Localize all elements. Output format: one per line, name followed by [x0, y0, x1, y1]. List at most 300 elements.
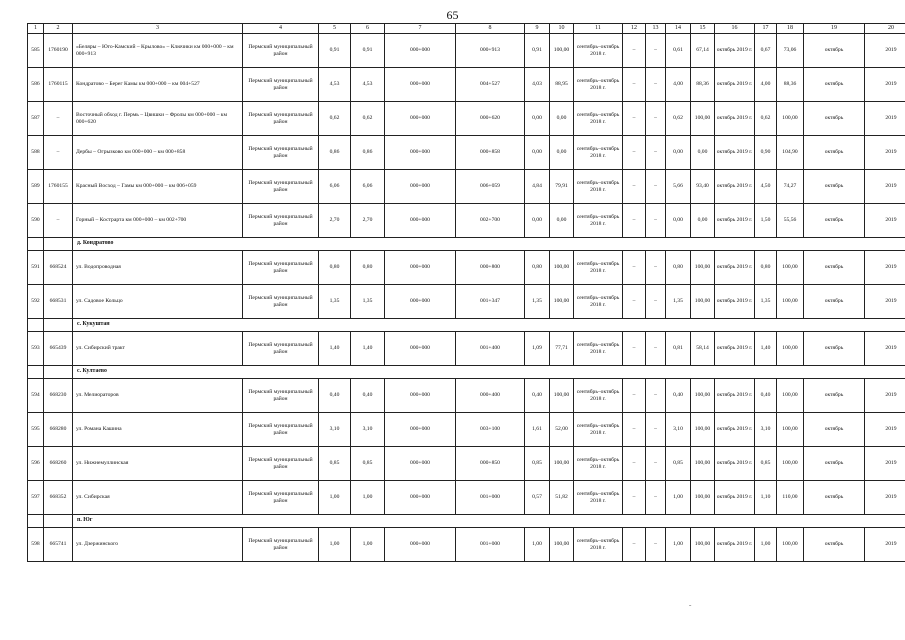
table-cell: 4,53 — [351, 68, 385, 102]
table-cell: 5,66 — [666, 170, 691, 204]
column-number-header: 2 — [44, 24, 73, 34]
roads-table — [27, 23, 905, 562]
table-cell: 000+000 — [385, 413, 456, 447]
table-cell: 1760115 — [44, 68, 73, 102]
table-cell: 6,06 — [319, 170, 351, 204]
table-cell: ул. Дзержинского — [73, 528, 243, 562]
table-cell: 592 — [28, 285, 44, 319]
scan-mark: ˇ — [689, 604, 692, 612]
table-cell: 0,00 — [550, 102, 574, 136]
table-cell: 0,80 — [319, 251, 351, 285]
empty-cell — [44, 319, 73, 332]
table-cell: сентябрь–октябрь 2018 г. — [574, 102, 623, 136]
table-cell: 0,61 — [666, 34, 691, 68]
table-cell: октябрь — [804, 34, 865, 68]
table-cell: 0,00 — [525, 204, 550, 238]
section-row — [28, 319, 905, 332]
column-number-header: 15 — [691, 24, 715, 34]
table-row — [28, 251, 905, 285]
table-cell: Пермский муниципальный район — [243, 481, 319, 515]
table-cell: 0,40 — [525, 379, 550, 413]
table-cell: 1,00 — [319, 481, 351, 515]
table-cell: 100,00 — [777, 251, 804, 285]
table-cell: 100,00 — [691, 379, 715, 413]
table-cell: Пермский муниципальный район — [243, 528, 319, 562]
table-cell: 668352 — [44, 481, 73, 515]
table-cell: 000+620 — [456, 102, 525, 136]
empty-cell — [44, 515, 73, 528]
table-cell: 51,82 — [550, 481, 574, 515]
table-cell: 0,86 — [351, 136, 385, 170]
table-cell: 000+000 — [385, 447, 456, 481]
table-cell: 0,91 — [319, 34, 351, 68]
page-number: 65 — [446, 8, 459, 22]
table-cell: 1,00 — [755, 528, 777, 562]
table-cell: – — [646, 413, 666, 447]
table-cell: 104,90 — [777, 136, 804, 170]
table-cell: октябрь — [804, 102, 865, 136]
table-cell: 594 — [28, 379, 44, 413]
table-cell: 596 — [28, 447, 44, 481]
column-number-header: 11 — [574, 24, 623, 34]
section-label: с. Култаево — [73, 366, 905, 379]
table-cell: Пермский муниципальный район — [243, 68, 319, 102]
table-cell: 586 — [28, 68, 44, 102]
table-cell: 0,00 — [666, 204, 691, 238]
table-cell: 1,40 — [755, 332, 777, 366]
table-row — [28, 102, 905, 136]
table-cell: 73,06 — [777, 34, 804, 68]
table-cell: 100,00 — [777, 285, 804, 319]
table-cell: Пермский муниципальный район — [243, 136, 319, 170]
column-number-header: 14 — [666, 24, 691, 34]
table-cell: 1,50 — [755, 204, 777, 238]
table-cell: 001+000 — [456, 481, 525, 515]
empty-cell — [28, 319, 44, 332]
table-cell: Пермский муниципальный район — [243, 34, 319, 68]
table-cell: 1,35 — [351, 285, 385, 319]
table-cell: 001+400 — [456, 332, 525, 366]
table-cell: 0,62 — [666, 102, 691, 136]
table-cell: 2019 — [865, 528, 905, 562]
table-cell: 593 — [28, 332, 44, 366]
table-cell: октябрь — [804, 136, 865, 170]
table-row — [28, 170, 905, 204]
table-cell: Пермский муниципальный район — [243, 332, 319, 366]
table-cell: 100,00 — [691, 413, 715, 447]
table-cell: 0,85 — [666, 447, 691, 481]
column-number-header: 4 — [243, 24, 319, 34]
table-cell: 588 — [28, 136, 44, 170]
table-cell: 668524 — [44, 251, 73, 285]
table-cell: 590 — [28, 204, 44, 238]
table-cell: 88,36 — [691, 68, 715, 102]
table-cell: 2019 — [865, 481, 905, 515]
table-cell: 55,56 — [777, 204, 804, 238]
table-cell: 0,62 — [351, 102, 385, 136]
table-cell: 100,00 — [550, 447, 574, 481]
table-row — [28, 285, 905, 319]
table-cell: – — [623, 528, 646, 562]
column-number-header: 19 — [804, 24, 865, 34]
table-cell: октябрь — [804, 528, 865, 562]
table-cell: 000+000 — [385, 170, 456, 204]
table-cell: 003+100 — [456, 413, 525, 447]
table-cell: 1,09 — [525, 332, 550, 366]
table-cell: 002+700 — [456, 204, 525, 238]
header-row — [28, 24, 905, 34]
table-cell: октябрь 2019 г. — [715, 379, 755, 413]
table-cell: – — [646, 34, 666, 68]
table-cell: 0,00 — [550, 136, 574, 170]
table-cell: – — [646, 481, 666, 515]
table-cell: Красный Восход – Гамы км 000+000 – км 006+059 — [73, 170, 243, 204]
table-cell: 598 — [28, 528, 44, 562]
column-number-header: 20 — [865, 24, 905, 34]
table-cell: 1760155 — [44, 170, 73, 204]
table-cell: 100,00 — [550, 528, 574, 562]
table-cell: 0,80 — [666, 251, 691, 285]
column-number-header: 17 — [755, 24, 777, 34]
table-cell: 0,80 — [525, 251, 550, 285]
table-cell: 000+000 — [385, 379, 456, 413]
table-cell: 4,84 — [525, 170, 550, 204]
table-cell: 1,00 — [351, 481, 385, 515]
table-cell: 668260 — [44, 447, 73, 481]
table-cell: сентябрь–октябрь 2018 г. — [574, 204, 623, 238]
table-row — [28, 204, 905, 238]
table-cell: 74,27 — [777, 170, 804, 204]
table-cell: 1,35 — [755, 285, 777, 319]
table-cell: 100,00 — [777, 379, 804, 413]
table-cell: 0,62 — [755, 102, 777, 136]
table-cell: 0,85 — [351, 447, 385, 481]
table-cell: 100,00 — [691, 251, 715, 285]
table-cell: – — [646, 204, 666, 238]
table-cell: – — [646, 136, 666, 170]
table-cell: 2,70 — [319, 204, 351, 238]
table-cell: Восточный обход г. Пермь – Цвишки – Фролы км 000+000 – км 000+620 — [73, 102, 243, 136]
table-cell: 4,03 — [525, 68, 550, 102]
table-cell: – — [646, 379, 666, 413]
table-cell: сентябрь–октябрь 2018 г. — [574, 528, 623, 562]
table-cell: сентябрь–октябрь 2018 г. — [574, 413, 623, 447]
table-cell: 3,10 — [351, 413, 385, 447]
table-cell: – — [623, 447, 646, 481]
table-cell: – — [623, 379, 646, 413]
table-cell: октябрь — [804, 481, 865, 515]
table-row — [28, 136, 905, 170]
table-cell: сентябрь–октябрь 2018 г. — [574, 68, 623, 102]
table-cell: 2019 — [865, 285, 905, 319]
table-cell: октябрь 2019 г. — [715, 447, 755, 481]
table-cell: 1760190 — [44, 34, 73, 68]
table-cell: 0,91 — [525, 34, 550, 68]
section-label: п. Юг — [73, 515, 905, 528]
table-cell: – — [623, 102, 646, 136]
table-cell: 100,00 — [777, 332, 804, 366]
table-cell: – — [623, 285, 646, 319]
table-cell: октябрь — [804, 413, 865, 447]
column-number-header: 1 — [28, 24, 44, 34]
table-cell: сентябрь–октябрь 2018 г. — [574, 332, 623, 366]
table-row — [28, 481, 905, 515]
table-cell: 000+000 — [385, 528, 456, 562]
table-cell: – — [623, 332, 646, 366]
table-cell: 100,00 — [550, 285, 574, 319]
column-number-header: 6 — [351, 24, 385, 34]
table-cell: октябрь — [804, 170, 865, 204]
section-label: д. Кондратово — [73, 238, 905, 251]
table-cell: 88,95 — [550, 68, 574, 102]
table-cell: – — [646, 528, 666, 562]
table-cell: 0,00 — [666, 136, 691, 170]
table-cell: октябрь — [804, 332, 865, 366]
table-cell: – — [646, 285, 666, 319]
column-number-header: 9 — [525, 24, 550, 34]
column-number-header: 13 — [646, 24, 666, 34]
table-cell: 0,67 — [755, 34, 777, 68]
table-cell: октябрь 2019 г. — [715, 136, 755, 170]
table-cell: 0,90 — [755, 136, 777, 170]
table-cell: 1,00 — [666, 481, 691, 515]
table-cell: ул. Романа Кашина — [73, 413, 243, 447]
table-cell: октябрь — [804, 285, 865, 319]
table-cell: 3,10 — [319, 413, 351, 447]
table-cell: 100,00 — [550, 251, 574, 285]
table-cell: сентябрь–октябрь 2018 г. — [574, 34, 623, 68]
column-number-header: 7 — [385, 24, 456, 34]
table-cell: 000+000 — [385, 34, 456, 68]
table-cell: 1,40 — [351, 332, 385, 366]
table-cell: 006+059 — [456, 170, 525, 204]
section-row — [28, 515, 905, 528]
table-cell: 0,86 — [319, 136, 351, 170]
column-number-header: 8 — [456, 24, 525, 34]
table-cell: 595 — [28, 413, 44, 447]
table-cell: 3,10 — [666, 413, 691, 447]
table-cell: 2,70 — [351, 204, 385, 238]
section-label: с. Кукуштан — [73, 319, 905, 332]
table-cell: – — [623, 68, 646, 102]
table-cell: октябрь 2019 г. — [715, 528, 755, 562]
table-cell: 665741 — [44, 528, 73, 562]
table-cell: 000+000 — [385, 481, 456, 515]
table-cell: Пермский муниципальный район — [243, 447, 319, 481]
table-cell: 587 — [28, 102, 44, 136]
table-cell: октябрь 2019 г. — [715, 170, 755, 204]
table-cell: сентябрь–октябрь 2018 г. — [574, 251, 623, 285]
table-cell: 589 — [28, 170, 44, 204]
table-cell: 000+000 — [385, 204, 456, 238]
table-cell: октябрь — [804, 379, 865, 413]
table-cell: 67,14 — [691, 34, 715, 68]
table-row — [28, 413, 905, 447]
table-row — [28, 332, 905, 366]
table-cell: 0,85 — [525, 447, 550, 481]
table-row — [28, 379, 905, 413]
table-cell: 2019 — [865, 68, 905, 102]
empty-cell — [28, 238, 44, 251]
table-cell: – — [646, 447, 666, 481]
table-cell: 0,85 — [319, 447, 351, 481]
table-cell: «Беляры – Юго-Камский – Крылово» – Ключики км 000+000 – км 000+913 — [73, 34, 243, 68]
table-cell: 000+800 — [456, 251, 525, 285]
table-cell: 77,71 — [550, 332, 574, 366]
empty-cell — [44, 366, 73, 379]
table-cell: октябрь — [804, 251, 865, 285]
table-cell: 4,00 — [666, 68, 691, 102]
table-cell: – — [646, 170, 666, 204]
table-cell: 0,80 — [351, 251, 385, 285]
table-cell: 000+913 — [456, 34, 525, 68]
table-cell: Пермский муниципальный район — [243, 251, 319, 285]
table-cell: 2019 — [865, 413, 905, 447]
table-cell: 0,00 — [525, 102, 550, 136]
table-cell: 100,00 — [691, 285, 715, 319]
table-cell: 000+000 — [385, 285, 456, 319]
column-number-header: 5 — [319, 24, 351, 34]
table-cell: 668531 — [44, 285, 73, 319]
table-cell: – — [623, 413, 646, 447]
table-row — [28, 528, 905, 562]
table-cell: сентябрь–октябрь 2018 г. — [574, 136, 623, 170]
table-cell: – — [646, 332, 666, 366]
table-cell: 597 — [28, 481, 44, 515]
table-cell: 2019 — [865, 379, 905, 413]
table-cell: 79,91 — [550, 170, 574, 204]
table-cell: 000+000 — [385, 102, 456, 136]
table-cell: октябрь 2019 г. — [715, 481, 755, 515]
column-number-header: 10 — [550, 24, 574, 34]
column-number-header: 16 — [715, 24, 755, 34]
table-cell: 58,14 — [691, 332, 715, 366]
table-cell: Пермский муниципальный район — [243, 170, 319, 204]
table-cell: 0,40 — [755, 379, 777, 413]
table-cell: сентябрь–октябрь 2018 г. — [574, 379, 623, 413]
table-cell: октябрь 2019 г. — [715, 68, 755, 102]
section-row — [28, 238, 905, 251]
table-cell: 4,53 — [319, 68, 351, 102]
table-cell: 1,00 — [666, 528, 691, 562]
table-cell: сентябрь–октябрь 2018 г. — [574, 447, 623, 481]
table-cell: октябрь 2019 г. — [715, 332, 755, 366]
table-cell: 2019 — [865, 170, 905, 204]
table-cell: – — [623, 204, 646, 238]
table-cell: сентябрь–октябрь 2018 г. — [574, 285, 623, 319]
table-cell: 2019 — [865, 251, 905, 285]
table-cell: 0,62 — [319, 102, 351, 136]
table-cell: 100,00 — [550, 34, 574, 68]
table-row — [28, 34, 905, 68]
table-cell: Пермский муниципальный район — [243, 204, 319, 238]
table-cell: Пермский муниципальный район — [243, 102, 319, 136]
table-cell: 1,10 — [755, 481, 777, 515]
table-cell: 665439 — [44, 332, 73, 366]
table-cell: 0,00 — [691, 136, 715, 170]
table-cell: 88,36 — [777, 68, 804, 102]
table-cell: – — [646, 102, 666, 136]
table-cell: 4,00 — [755, 68, 777, 102]
table-row — [28, 447, 905, 481]
section-row — [28, 366, 905, 379]
table-cell: 1,00 — [525, 528, 550, 562]
table-cell: октябрь — [804, 68, 865, 102]
table-cell: 110,00 — [777, 481, 804, 515]
table-cell: 100,00 — [777, 528, 804, 562]
table-cell: 52,00 — [550, 413, 574, 447]
table-row — [28, 68, 905, 102]
table-cell: Кондратово – Берег Камы км 000+000 – км 004+527 — [73, 68, 243, 102]
table-cell: сентябрь–октябрь 2018 г. — [574, 170, 623, 204]
table-cell: 0,80 — [755, 251, 777, 285]
table-cell: 2019 — [865, 332, 905, 366]
table-cell: октябрь 2019 г. — [715, 413, 755, 447]
table-cell: 0,57 — [525, 481, 550, 515]
table-cell: 100,00 — [777, 102, 804, 136]
table-cell: – — [44, 102, 73, 136]
table-cell: 000+000 — [385, 332, 456, 366]
empty-cell — [44, 238, 73, 251]
table-cell: 0,91 — [351, 34, 385, 68]
table-cell: Пермский муниципальный район — [243, 285, 319, 319]
table-cell: ул. Сибирская — [73, 481, 243, 515]
table-cell: 000+858 — [456, 136, 525, 170]
table-cell: 1,61 — [525, 413, 550, 447]
table-cell: – — [623, 34, 646, 68]
table-cell: 1,00 — [351, 528, 385, 562]
table-cell: 100,00 — [691, 447, 715, 481]
table-cell: октябрь 2019 г. — [715, 251, 755, 285]
table-cell: – — [646, 68, 666, 102]
table-cell: 585 — [28, 34, 44, 68]
empty-cell — [28, 366, 44, 379]
table-cell: ул. Садовое Кольцо — [73, 285, 243, 319]
table-cell: 3,10 — [755, 413, 777, 447]
table-cell: ул. Сибирский тракт — [73, 332, 243, 366]
table-cell: 1,35 — [319, 285, 351, 319]
table-cell: 2019 — [865, 136, 905, 170]
table-cell: 004+527 — [456, 68, 525, 102]
table-cell: 93,40 — [691, 170, 715, 204]
table-cell: 001+000 — [456, 528, 525, 562]
table-cell: Дербы – Огрызково км 000+000 – км 000+858 — [73, 136, 243, 170]
table-cell: 000+000 — [385, 251, 456, 285]
table-cell: 0,00 — [691, 204, 715, 238]
table-cell: 1,00 — [319, 528, 351, 562]
table-cell: 001+347 — [456, 285, 525, 319]
table-cell: ул. Мелиораторов — [73, 379, 243, 413]
table-cell: ул. Нижнемуллинская — [73, 447, 243, 481]
table-cell: 100,00 — [691, 102, 715, 136]
table-cell: – — [44, 204, 73, 238]
table-cell: ул. Водопроводная — [73, 251, 243, 285]
table-cell: Пермский муниципальный район — [243, 379, 319, 413]
table-cell: Горный – Кострарта км 000+000 – км 002+700 — [73, 204, 243, 238]
table-cell: 6,06 — [351, 170, 385, 204]
table-cell: 100,00 — [550, 379, 574, 413]
table-cell: 000+400 — [456, 379, 525, 413]
table-cell: – — [623, 136, 646, 170]
table-cell: – — [623, 481, 646, 515]
table-cell: сентябрь–октябрь 2018 г. — [574, 481, 623, 515]
table-cell: октябрь — [804, 204, 865, 238]
table-cell: октябрь — [804, 447, 865, 481]
column-number-header: 18 — [777, 24, 804, 34]
table-cell: – — [646, 251, 666, 285]
table-cell: 1,35 — [525, 285, 550, 319]
table-cell: 0,00 — [550, 204, 574, 238]
